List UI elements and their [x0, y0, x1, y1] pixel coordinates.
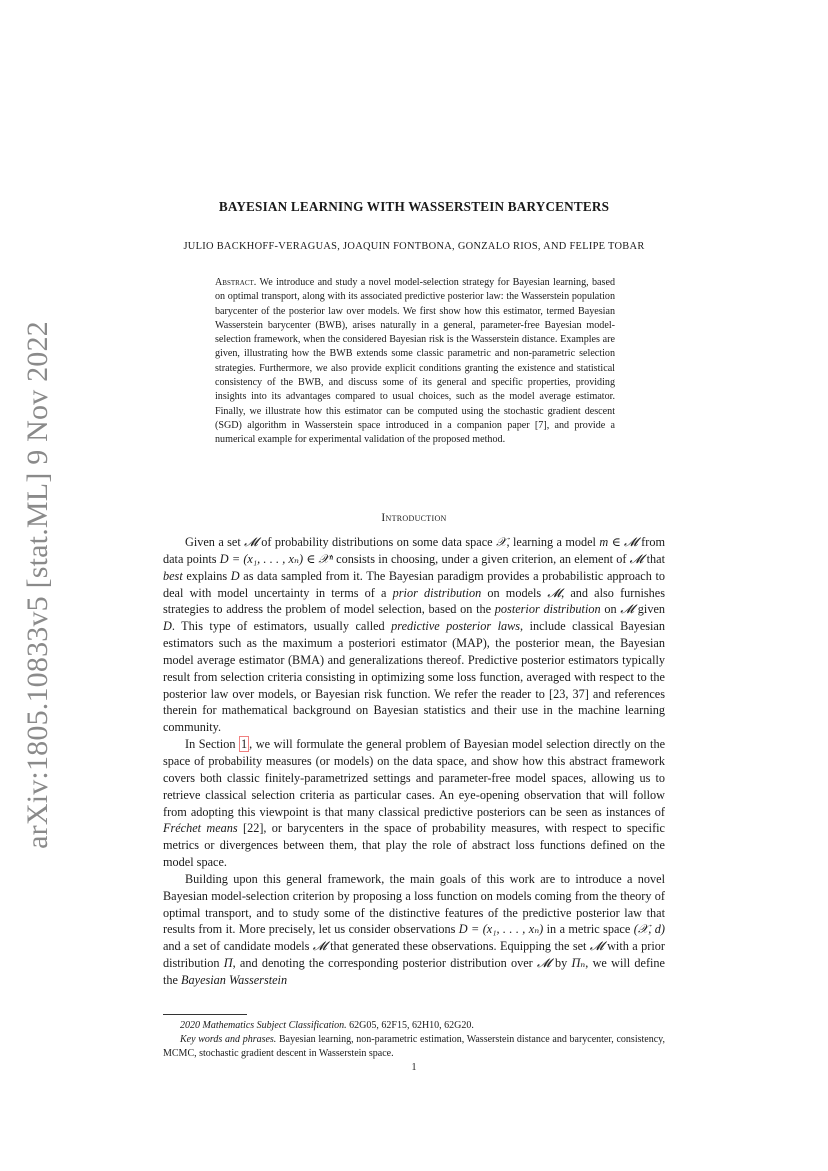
text-run: , learning a model — [506, 535, 600, 549]
keywords-value: Bayesian learning, non-parametric estimation, Wasserstein distance and barycenter, consistency, MCMC, stochastic gradient descent in Wasserstein space. — [163, 1033, 665, 1059]
math-run: 𝒳 — [495, 535, 507, 549]
page-number: 1 — [411, 1062, 417, 1073]
text-run: explains — [182, 568, 231, 583]
section-link[interactable]: 1 — [241, 737, 248, 752]
text-run: . This type of estimators, usually called — [171, 619, 392, 634]
body-text — [163, 534, 665, 989]
emphasis-run: prior distribution — [392, 585, 482, 600]
emphasis-run: predictive posterior laws — [391, 619, 521, 634]
paper-title: BAYESIAN LEARNING WITH WASSERSTEIN BARYCENTERS — [218, 199, 610, 214]
math-run: 𝓜 — [244, 535, 258, 549]
text-run: on models — [481, 585, 548, 600]
math-run: Πₙ — [571, 956, 586, 971]
text-run: of probability distributions on some data space — [257, 535, 496, 549]
msc-footnote — [163, 1019, 665, 1033]
footnote-rule — [163, 1014, 247, 1015]
text-run: , or barycenters in the space of probability measures, with respect to specific metrics or divergences between them, that play the role of abstract loss functions defined on the model space. — [163, 821, 665, 870]
math-run: 𝓜 — [312, 939, 327, 954]
text-run: given — [634, 602, 666, 617]
paragraph-3 — [163, 871, 665, 989]
math-run: D — [163, 619, 172, 634]
paragraph-2 — [163, 736, 665, 871]
citation-link[interactable]: [7] — [534, 419, 547, 431]
abstract-text-end: , and provide a numerical example for experimental validation of the proposed method. — [215, 419, 615, 446]
footnotes — [163, 1019, 665, 1061]
msc-value: 62G05, 62F15, 62H10, 62G20. — [349, 1020, 474, 1031]
text-run: as data sampled from it. The Bayesian paradigm provides a probabilistic approach to deal with model uncertainty in terms of a — [163, 568, 665, 600]
text-run: with a prior distribution — [163, 939, 665, 971]
abstract-text: We introduce and study a novel model-selection strategy for Bayesian learning, based on optimal transport, along with its associated predictive posterior law: the Wasserstein population barycenter of the posterior law over models. We first show how this estimator, termed Bayesian Wasserstein barycenter (BWB), arises naturally in a general, parameter-free Bayesian model-selection framework, when the considered Bayesian risk is the Wasserstein distance. Examples are given, illustrating how the BWB extends some classic parametric and non-parametric selection strategies. Furthermore, we also provide explicit conditions granting the existence and statistical consistency of the BWB, and discuss some of its general and specific properties, providing insights into its advantages compared to usual choices, such as the model average estimator. Finally, we illustrate how this estimator can be computed using the stochastic gradient descent (SGD) algorithm in Wasserstein space introduced in a companion paper — [215, 277, 615, 431]
arxiv-identifier-watermark — [8, 305, 68, 865]
emphasis-run: best — [163, 568, 183, 583]
text-run: in a metric space — [543, 922, 634, 937]
math-run: D = (x₁, . . . , xₙ) ∈ 𝒳ⁿ — [219, 551, 333, 566]
msc-label: 2020 Mathematics Subject Classification. — [180, 1020, 347, 1031]
text-run: from data points — [163, 535, 665, 566]
text-run: by — [550, 956, 572, 971]
text-run: Given a set — [185, 535, 245, 549]
paper-authors: JULIO BACKHOFF-VERAGUAS, JOAQUIN FONTBONA, GONZALO RIOS, AND FELIPE TOBAR — [183, 241, 645, 252]
text-run: , and also furnishes strategies to address the problem of model selection, based on the — [163, 585, 665, 617]
math-run: (𝒳, d) — [633, 922, 665, 937]
text-run: on — [600, 602, 621, 617]
math-run: 𝓜 — [620, 602, 635, 617]
emphasis-run: Fréchet means — [163, 821, 238, 836]
math-run: m ∈ 𝓜 — [599, 535, 638, 549]
arxiv-identifier-text: arXiv:1805.10833v5 [stat.ML] 9 Nov 2022 — [21, 321, 54, 849]
math-run: 𝓜 — [536, 956, 551, 971]
text-run: and a set of candidate models — [163, 939, 313, 954]
emphasis-run: posterior distribution — [494, 602, 601, 617]
section-heading: Introduction — [381, 512, 447, 524]
math-run: 𝓜 — [629, 551, 644, 566]
paragraph-1 — [163, 534, 665, 736]
text-run: that — [643, 551, 665, 566]
math-run: Π — [223, 956, 233, 971]
math-run: D — [230, 568, 240, 583]
keywords-footnote — [163, 1033, 665, 1061]
text-run: Building upon this general framework, the main goals of this work are to introduce a novel Bayesian model-selection criterion by proposing a loss function on models coming from the theory of optimal transport, and to study some of the distinctive features of the predictive posterior law that results from it. More precisely, let us consider observations — [163, 871, 665, 937]
math-run: 𝓜 — [589, 939, 604, 954]
text-run: , include classical Bayesian estimators such as the maximum a posteriori estimator (MAP), the posterior mean, the Bayesian model average estimator (BMA) and generalizations thereof. Predictive posterior estimators typically result from selection criteria consisting in optimizing some loss function, averaged with respect to the posterior law over models, or Bayesian risk function. We refer the reader to — [163, 619, 665, 701]
math-run: 𝓜 — [547, 585, 562, 600]
abstract — [215, 276, 615, 448]
text-run: , and denoting the corresponding posterior distribution over — [232, 956, 537, 971]
citation-link[interactable]: [22] — [242, 821, 264, 836]
text-run: that generated these observations. Equipping the set — [326, 939, 590, 954]
text-run: , we will formulate the general problem of Bayesian model selection directly on the space of probability measures (or models) on the data space, and show how this abstract framework covers both classic finitely-parametrized settings and parameter-free model spaces, allowing us to retrieve classical selection criteria as particular cases. An eye-opening observation that will follow from adopting this viewpoint is that many classical predictive posteriors can be seen as instances of — [163, 737, 666, 819]
emphasis-run: Bayesian Wasserstein — [181, 972, 288, 987]
text-run: and references therein for mathematical background on Bayesian statistics and their use in the machine learning community. — [163, 686, 665, 735]
text-run: consists in choosing, under a given criterion, an element of — [332, 551, 630, 566]
keywords-label: Key words and phrases. — [180, 1033, 277, 1045]
text-run: , we will define the — [163, 956, 665, 987]
text-run: In Section — [185, 737, 240, 752]
citation-link[interactable]: [23, 37] — [548, 686, 589, 701]
math-run: D = (x₁, . . . , xₙ) — [458, 922, 544, 937]
abstract-label: Abstract. — [215, 277, 257, 288]
